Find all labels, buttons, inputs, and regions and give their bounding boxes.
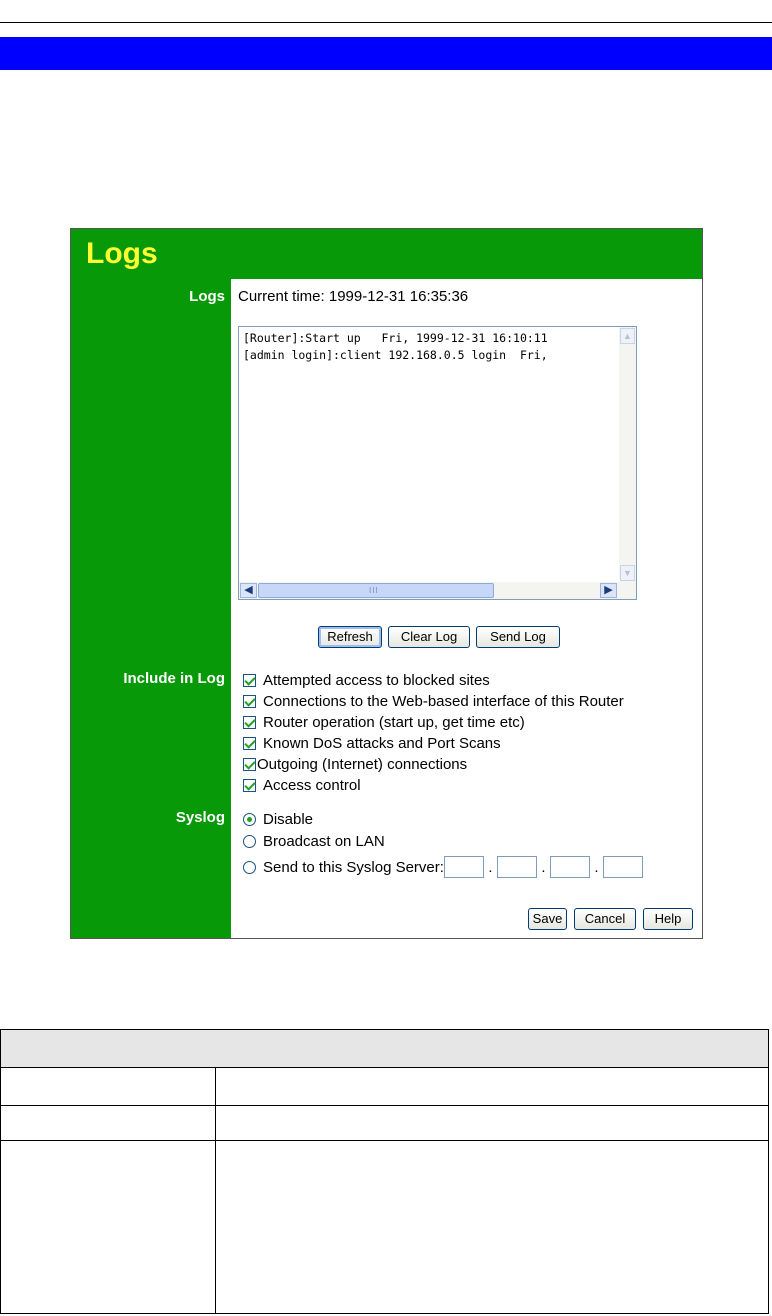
include-option[interactable] [243,775,361,795]
scroll-grip: III [369,586,379,595]
save-button[interactable]: Save [528,908,567,930]
table-cell [1,1141,216,1314]
logs-screenshot-panel [70,228,703,939]
table-header-cell [1,1030,769,1068]
syslog-server-row [243,854,643,880]
include-option-label: Known DoS attacks and Port Scans [263,734,501,752]
include-option[interactable] [243,712,525,732]
cancel-button[interactable]: Cancel [574,908,636,930]
description-table [0,1029,769,1314]
log-textarea[interactable] [238,326,637,600]
ip-separator: . [541,858,546,876]
table-cell [1,1068,216,1106]
settings-content [231,279,702,938]
checkbox[interactable] [243,737,256,750]
checkbox[interactable] [243,758,256,771]
radio-button[interactable] [243,813,256,826]
send-log-button[interactable]: Send Log [476,626,560,648]
clear-log-button[interactable]: Clear Log [388,626,470,648]
table-cell [216,1141,769,1314]
horizontal-scrollbar[interactable] [239,582,636,599]
syslog-option-label: Disable [263,810,314,828]
scroll-thumb[interactable] [258,583,494,598]
ip-separator: . [594,858,599,876]
scroll-left-icon[interactable]: ◀ [240,583,257,598]
help-button[interactable]: Help [643,908,693,930]
label-column [71,279,231,938]
syslog-ip-octet-3[interactable] [550,856,590,878]
page-title: Logs [86,237,158,270]
syslog-ip-octet-1[interactable] [444,856,484,878]
table-row [1,1068,769,1106]
logs-label: Logs [189,288,225,305]
log-line: [admin login]:client 192.168.0.5 login Fri, [243,348,548,362]
syslog-label: Syslog [175,809,225,826]
table-cell [216,1068,769,1106]
top-rule [0,22,772,23]
log-text [243,330,617,579]
include-option[interactable] [243,754,467,774]
table-header-row [1,1030,769,1068]
checkbox[interactable] [243,674,256,687]
include-option-label: Access control [263,776,361,794]
section-header-bar [0,37,772,70]
panel-header [71,229,702,279]
table-row [1,1106,769,1141]
include-option-label: Attempted access to blocked sites [263,671,490,689]
syslog-ip-octet-4[interactable] [603,856,643,878]
syslog-option-label: Broadcast on LAN [263,832,385,850]
syslog-option[interactable] [243,809,313,829]
include-option-label: Connections to the Web-based interface of this Router [263,692,624,710]
log-line: [Router]:Start up Fri, 1999-12-31 16:10:11 [243,331,548,345]
current-time: Current time: 1999-12-31 16:35:36 [238,288,469,305]
ip-separator: . [488,858,493,876]
include-option[interactable] [243,691,624,711]
include-in-log-label: Include in Log [123,670,225,687]
table-cell [1,1106,216,1141]
include-option-label: Router operation (start up, get time etc) [263,713,525,731]
include-option[interactable] [243,733,501,753]
include-option-label: Outgoing (Internet) connections [257,755,468,773]
scroll-right-icon[interactable]: ▶ [600,583,617,598]
radio-button[interactable] [243,861,256,874]
vertical-scrollbar[interactable] [619,327,636,582]
scroll-down-icon[interactable]: ▼ [620,565,635,581]
include-option[interactable] [243,670,490,690]
checkbox[interactable] [243,716,256,729]
scroll-up-icon[interactable]: ▲ [620,328,635,344]
checkbox[interactable] [243,695,256,708]
radio-button[interactable] [243,835,256,848]
checkbox[interactable] [243,779,256,792]
refresh-button[interactable]: Refresh [318,626,382,648]
syslog-ip-octet-2[interactable] [497,856,537,878]
syslog-option-label: Send to this Syslog Server: [263,858,444,876]
table-cell [216,1106,769,1141]
syslog-option[interactable] [243,831,385,851]
table-row [1,1141,769,1314]
